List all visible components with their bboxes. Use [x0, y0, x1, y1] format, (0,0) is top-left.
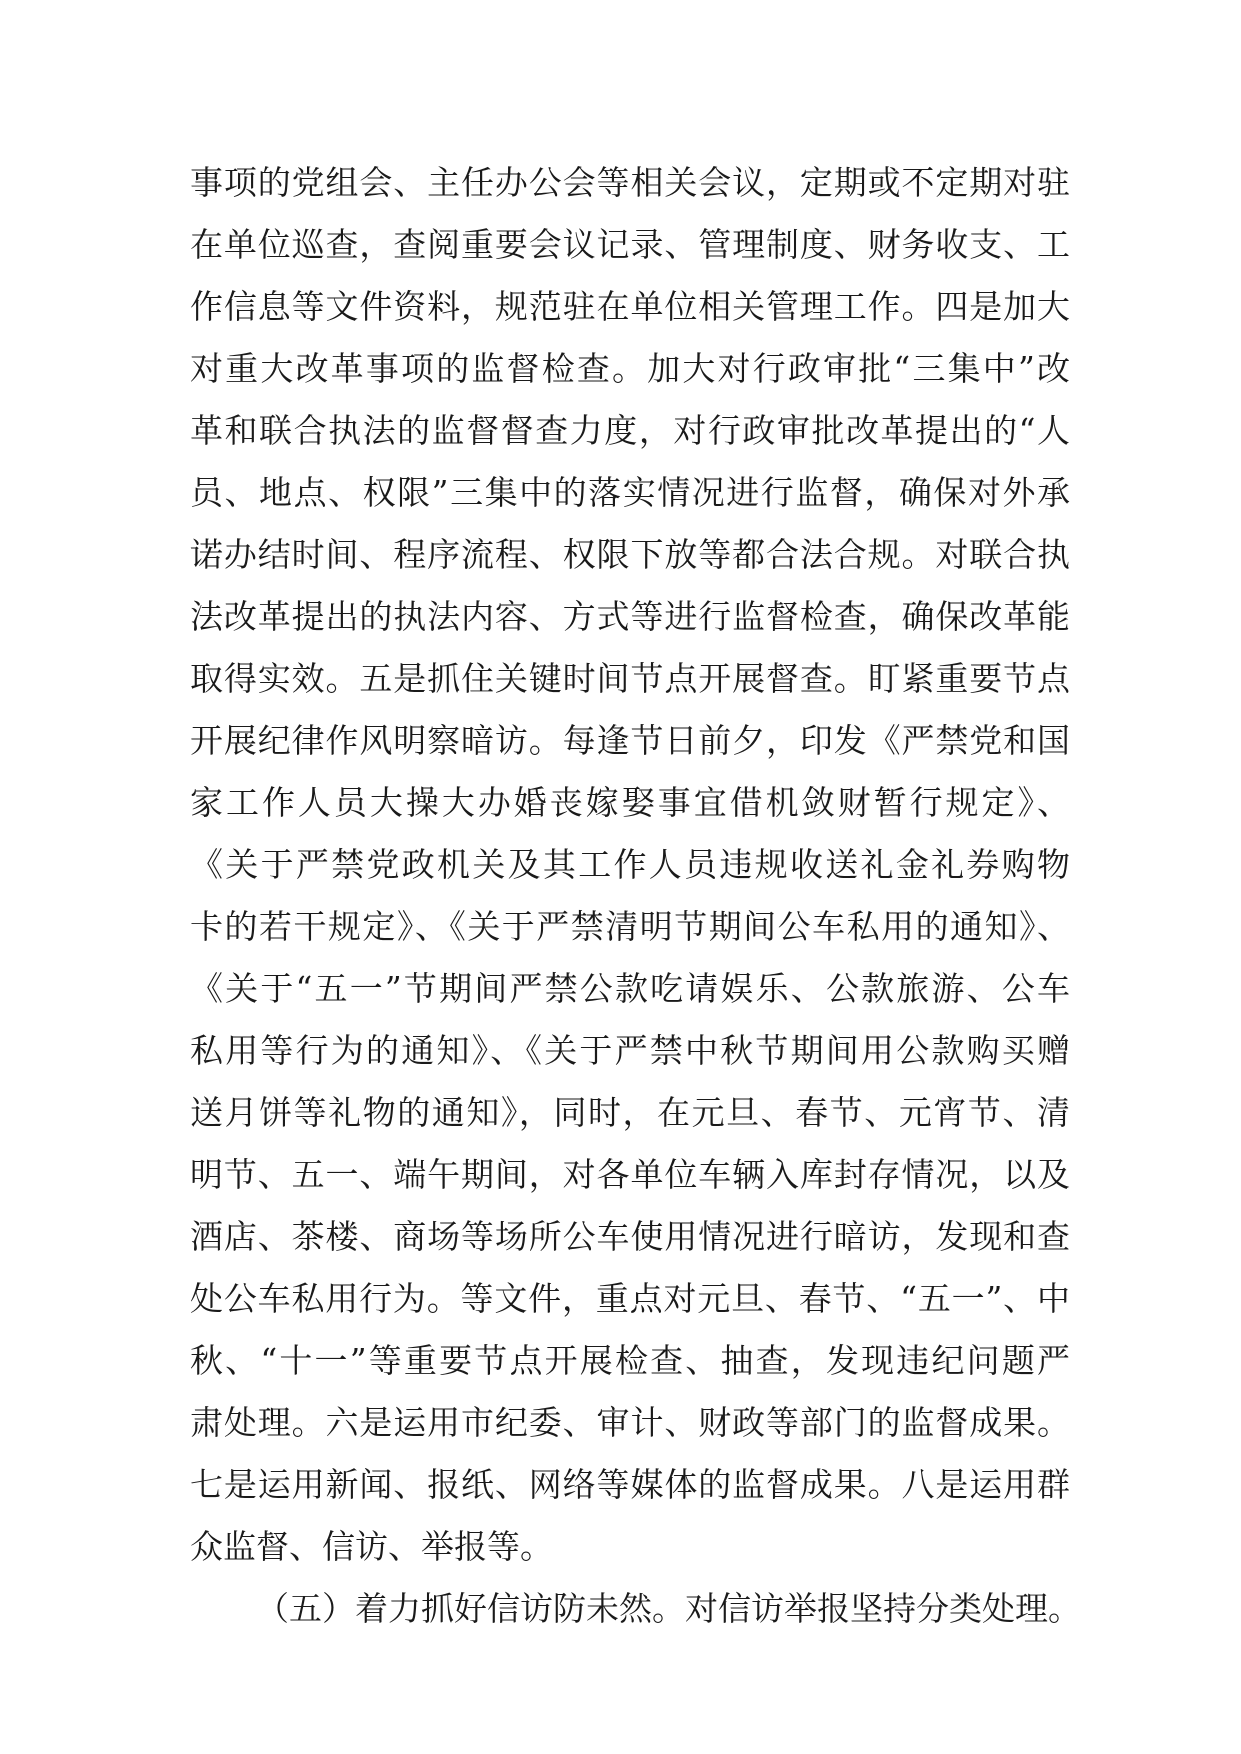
text-line: 取得实效。五是抓住关键时间节点开展督查。盯紧重要节点 — [190, 659, 1070, 698]
text-line: 《关于严禁党政机关及其工作人员违规收送礼金礼券购物 — [190, 845, 1070, 884]
body-text — [190, 152, 1081, 1640]
text-line: 七是运用新闻、报纸、网络等媒体的监督成果。八是运用群 — [190, 1465, 1070, 1504]
text-line: 《关于“五一”节期间严禁公款吃请娱乐、公款旅游、公车 — [190, 969, 1070, 1008]
text-line: 卡的若干规定》、《关于严禁清明节期间公车私用的通知》、 — [190, 907, 1070, 946]
text-line: 肃处理。六是运用市纪委、审计、财政等部门的监督成果。 — [190, 1403, 1070, 1442]
text-line: 明节、五一、端午期间，对各单位车辆入库封存情况，以及 — [190, 1155, 1070, 1194]
text-line: 员、地点、权限”三集中的落实情况进行监督，确保对外承 — [190, 473, 1070, 512]
text-line: 众监督、信访、举报等。 — [190, 1527, 553, 1566]
text-line: 秋、“十一”等重要节点开展检查、抽查，发现违纪问题严 — [190, 1341, 1070, 1380]
text-line: 家工作人员大操大办婚丧嫁娶事宜借机敛财暂行规定》、 — [190, 783, 1070, 822]
text-line: 送月饼等礼物的通知》，同时，在元旦、春节、元宵节、清 — [190, 1093, 1070, 1132]
text-line: 诺办结时间、程序流程、权限下放等都合法合规。对联合执 — [190, 535, 1070, 574]
text-line: 法改革提出的执法内容、方式等进行监督检查，确保改革能 — [190, 597, 1070, 636]
text-line: 在单位巡查，查阅重要会议记录、管理制度、财务收支、工 — [190, 225, 1070, 264]
text-line: 酒店、茶楼、商场等场所公车使用情况进行暗访，发现和查 — [190, 1217, 1070, 1256]
text-line: 对重大改革事项的监督检查。加大对行政审批“三集中”改 — [190, 349, 1070, 388]
text-line: 事项的党组会、主任办公会等相关会议，定期或不定期对驻 — [190, 163, 1070, 202]
text-line: 革和联合执法的监督督查力度，对行政审批改革提出的“人 — [190, 411, 1070, 450]
section-heading: （五）着力抓好信访防未然。对信访举报坚持分类处理。 — [256, 1589, 1081, 1628]
text-line: 私用等行为的通知》、《关于严禁中秋节期间用公款购买赠 — [190, 1031, 1070, 1070]
text-line: 开展纪律作风明察暗访。每逢节日前夕，印发《严禁党和国 — [190, 721, 1070, 760]
text-line: 处公车私用行为。等文件，重点对元旦、春节、“五一”、中 — [190, 1279, 1070, 1318]
text-line: 作信息等文件资料，规范驻在单位相关管理工作。四是加大 — [190, 287, 1070, 326]
